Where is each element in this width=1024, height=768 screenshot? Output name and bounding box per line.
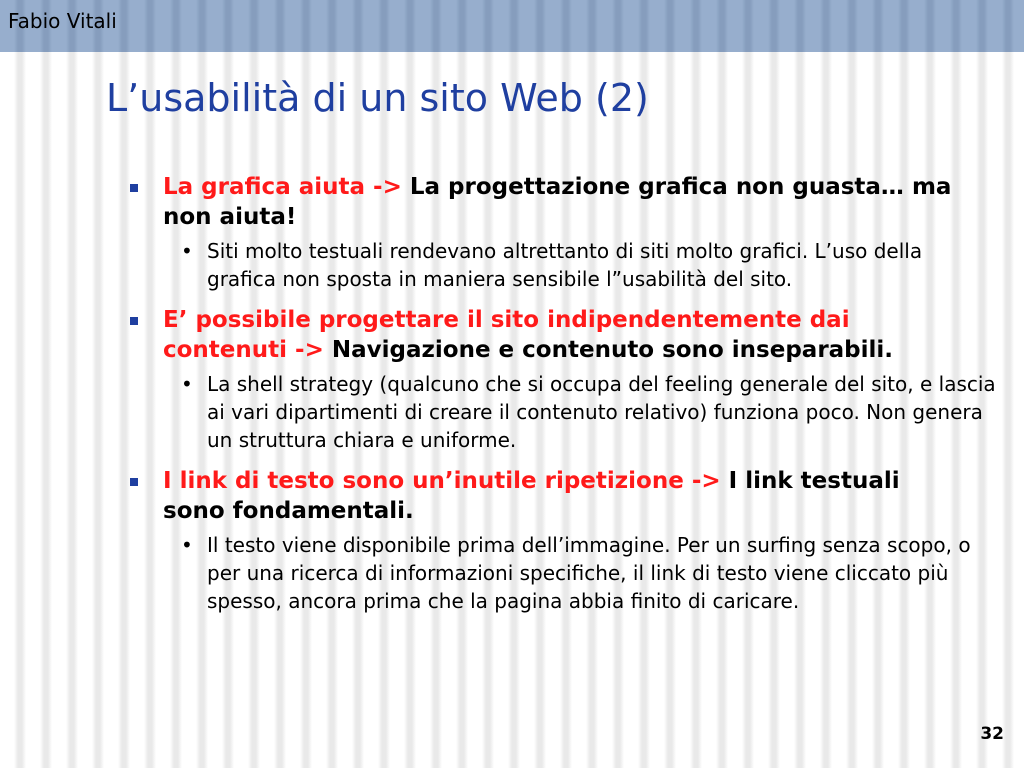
- sub-bullet-text: Il testo viene disponibile prima dell’immagine. Per un surfing senza scopo, o per una ricerca di informazioni specifiche, il link di testo viene cliccato più spesso, ancora prima che la pagina abbia finito di caricare.: [207, 533, 971, 613]
- dot-bullet-icon: •: [181, 533, 193, 557]
- bullet-rest: La progettazione grafica non guasta… ma non aiuta!: [163, 174, 952, 230]
- author-name: Fabio Vitali: [8, 9, 117, 33]
- sub-bullet-text: La shell strategy (qualcuno che si occupa del feeling generale del sito, e lascia ai vari dipartimenti di creare il contenuto relativo) funziona poco. Non genera un struttura chiara e uniforme.: [207, 372, 996, 452]
- sub-bullet-item: [181, 531, 990, 615]
- bullet-item: [130, 466, 990, 526]
- sub-bullet-text: Siti molto testuali rendevano altrettanto di siti molto grafici. L’uso della grafica non sposta in maniera sensibile l”usabilità del sito.: [207, 239, 923, 291]
- bullet-rest: Navigazione e contenuto sono inseparabili.: [331, 337, 894, 363]
- sub-bullet-item: [181, 237, 990, 293]
- dot-bullet-icon: •: [181, 239, 193, 263]
- header-bar: [0, 0, 1024, 52]
- bullet-lead: I link di testo sono un’inutile ripetizione ->: [163, 468, 721, 494]
- slide-title: L’usabilità di un sito Web (2): [106, 76, 649, 120]
- bullet-lead: E’ possibile progettare il sito indipendentemente dai contenuti ->: [163, 307, 850, 363]
- bullet-text: [163, 466, 958, 526]
- page-number: 32: [980, 724, 1004, 744]
- bullet-rest: I link testuali sono fondamentali.: [163, 468, 900, 524]
- bullet-item: [130, 305, 990, 365]
- slide-content: [130, 172, 996, 615]
- square-bullet-icon: [130, 317, 138, 325]
- square-bullet-icon: [130, 184, 138, 192]
- dot-bullet-icon: •: [181, 372, 193, 396]
- square-bullet-icon: [130, 478, 138, 486]
- bullet-text: [163, 305, 958, 365]
- sub-bullet-item: [181, 370, 996, 454]
- bullet-lead: La grafica aiuta ->: [163, 174, 402, 200]
- bullet-item: [130, 172, 990, 232]
- bullet-text: [163, 172, 958, 232]
